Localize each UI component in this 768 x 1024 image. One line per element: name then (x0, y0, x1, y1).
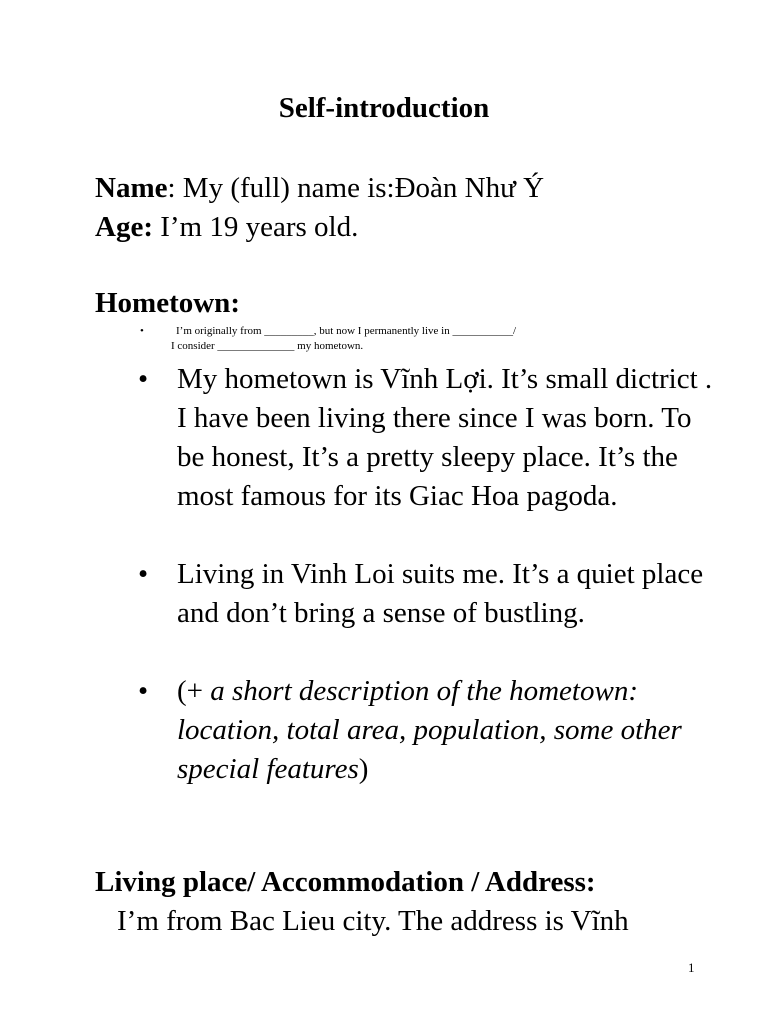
bullet-close: ) (358, 753, 369, 785)
bullet-text (177, 672, 717, 789)
bullet-text: My hometown is Vĩnh Lợi. It’s small dictrict . I have been living there since I was born. To be honest, It’s a pretty sleepy place. It’s the most famous for its Giac Hoa pagoda. (177, 363, 713, 512)
page-number: 1 (688, 960, 695, 975)
name-line (95, 172, 544, 205)
bullet-open: (+ (177, 675, 211, 707)
page-title: Self-introduction (278, 92, 490, 124)
bullet-italic-text: a short description of the hometown: location, total area, population, some other special features (177, 675, 682, 785)
name-colon: : (167, 172, 176, 204)
bullet-dot: • (138, 675, 149, 707)
age-value: I’m 19 years old. (152, 211, 359, 243)
bullet-dot: • (138, 558, 149, 590)
age-label: Age: (95, 211, 153, 243)
hometown-heading: Hometown: (95, 287, 240, 319)
name-label: Name (95, 172, 168, 204)
living-place-text: I’m from Bac Lieu city. The address is Vĩnh (117, 905, 629, 937)
template-bullet: • (140, 325, 144, 337)
template-line-2: I consider ______________ my hometown. (171, 340, 364, 352)
name-value: My (full) name is:Đoàn Như Ý (175, 172, 545, 204)
bullet-dot: • (138, 363, 149, 395)
template-line-1: I’m originally from _________, but now I permanently live in ___________/ (176, 325, 517, 337)
living-place-heading: Living place/ Accommodation / Address: (95, 866, 596, 898)
bullet-text: Living in Vinh Loi suits me. It’s a quiet place and don’t bring a sense of bustling. (177, 558, 704, 629)
age-line (95, 211, 358, 244)
